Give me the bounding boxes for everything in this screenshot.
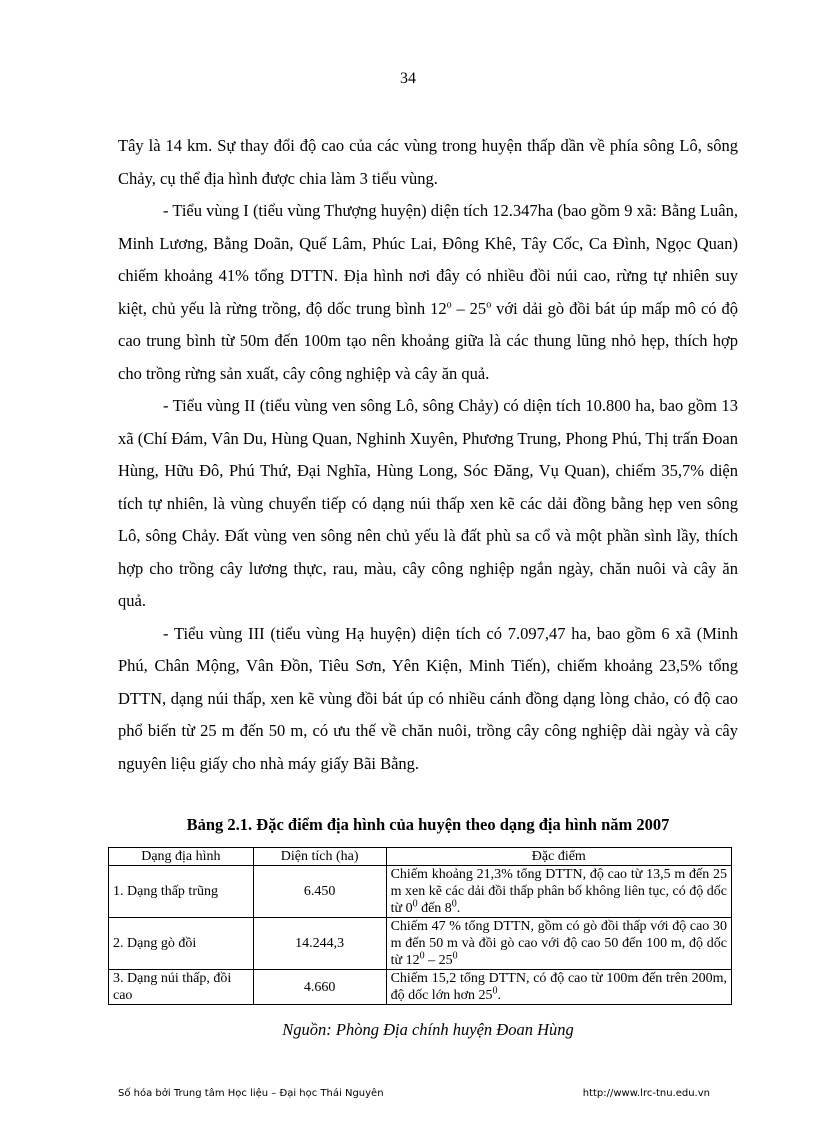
cell-terrain-type: 1. Dạng thấp trũng — [109, 866, 254, 918]
paragraph-subzone-3: - Tiểu vùng III (tiểu vùng Hạ huyện) diện tích có 7.097,47 ha, bao gồm 6 xã (Minh Phú, Chân Mộng, Vân Đồn, Tiêu Sơn, Yên Kiện, Minh Tiến), chiếm khoảng 23,5% tổng DTTN, dạng núi thấp, xen kẽ vùng đồi bát úp có nhiều cánh đồng dạng lòng chảo, có độ cao phổ biến từ 25 m đến 50 m, có ưu thế về chăn nuôi, trồng cây công nghiệp dài ngày và cây nguyên liệu giấy cho nhà máy giấy Bãi Bằng. — [118, 623, 738, 773]
cell-characteristics: Chiếm 47 % tổng DTTN, gồm có gò đồi thấp với độ cao 30 m đến 50 m và đồi gò cao với độ cao 50 đến 100 m, độ dốc từ $12^0 - 25^0$ — [386, 918, 731, 970]
page-number: 34 — [400, 70, 416, 87]
cell-area: 4.660 — [253, 970, 386, 1005]
subzone-1-text-b: – 25 — [451, 298, 487, 318]
table-header-row — [109, 848, 732, 866]
header-characteristics: Đặc điểm — [386, 848, 731, 866]
table-source: Nguồn: Phòng Địa chính huyện Đoan Hùng — [282, 1020, 574, 1039]
paragraph-subzone-1 — [118, 195, 738, 390]
cell-terrain-type: 3. Dạng núi thấp, đồi cao — [109, 970, 254, 1005]
header-area: Diện tích (ha) — [253, 848, 386, 866]
cell-area: 6.450 — [253, 866, 386, 918]
cell-characteristics: Chiếm 15,2 tổng DTTN, có độ cao từ 100m đến trên 200m, độ dốc lớn hơn $25^0$. — [386, 970, 731, 1005]
paragraph-subzone-2: - Tiểu vùng II (tiểu vùng ven sông Lô, sông Chảy) có diện tích 10.800 ha, bao gồm 13 xã (Chí Đám, Vân Du, Hùng Quan, Nghinh Xuyên, Phương Trung, Phong Phú, Thị trấn Đoan Hùng, Hữu Đô, Phú Thứ, Đại Nghĩa, Hùng Long, Sóc Đăng, Vụ Quan), chiếm 35,7% diện tích tự nhiên, là vùng chuyển tiếp có dạng núi thấp xen kẽ các dải đồng bằng hẹp ven sông Lô, sông Chảy. Đất vùng ven sông nên chủ yếu là đất phù sa cổ và một phần sình lầy, thích hợp cho trồng cây lương thực, rau, màu, cây công nghiệp ngắn ngày, chăn nuôi và cây ăn quả. — [118, 396, 738, 610]
footer-url[interactable]: http://www.lrc-tnu.edu.vn — [582, 1088, 710, 1099]
terrain-table — [108, 847, 732, 1005]
degree-mark: o — [446, 299, 452, 310]
paragraph-intro: Tây là 14 km. Sự thay đổi độ cao của các vùng trong huyện thấp dần về phía sông Lô, sông Chảy, cụ thể địa hình được chia làm 3 tiểu vùng. — [118, 136, 738, 188]
cell-area: 14.244,3 — [253, 918, 386, 970]
cell-terrain-type: 2. Dạng gò đồi — [109, 918, 254, 970]
table-row — [109, 970, 732, 1005]
cell-characteristics: Chiếm khoảng 21,3% tổng DTTN, độ cao từ 13,5 m đến 25 m xen kẽ các dải đồi thấp phân bố không liên tục, có độ dốc từ $0^0$ đến $8^0$. — [386, 866, 731, 918]
table-row — [109, 918, 732, 970]
table-row — [109, 866, 732, 918]
degree-mark: o — [486, 299, 492, 310]
table-caption: Bảng 2.1. Đặc điểm địa hình của huyện theo dạng địa hình năm 2007 — [186, 815, 670, 834]
subzone-1-text-a: - Tiểu vùng I (tiểu vùng Thượng huyện) diện tích 12.347ha (bao gồm 9 xã: Bằng Luân, Minh Lương, Bằng Doãn, Quế Lâm, Phúc Lai, Đông Khê, Tây Cốc, Ca Đình, Ngọc Quan) chiếm khoảng 41% tổng DTTN. Địa hình nơi đây có nhiều đồi núi cao, rừng tự nhiên suy kiệt, chủ yếu là rừng trồng, độ dốc trung bình 12 — [118, 201, 738, 318]
body-text — [118, 130, 738, 780]
header-terrain-type: Dạng địa hình — [109, 848, 254, 866]
footer-digitizer: Số hóa bởi Trung tâm Học liệu – Đại học Thái Nguyên — [118, 1088, 384, 1099]
subzone-1-text-c: với dải gò đồi bát úp mấp mô có độ cao trung bình từ 50m đến 100m tạo nên khoảng giữa là các thung lũng nhỏ hẹp, thích hợp cho trồng rừng sản xuất, cây công nghiệp và cây ăn quả. — [118, 298, 738, 383]
